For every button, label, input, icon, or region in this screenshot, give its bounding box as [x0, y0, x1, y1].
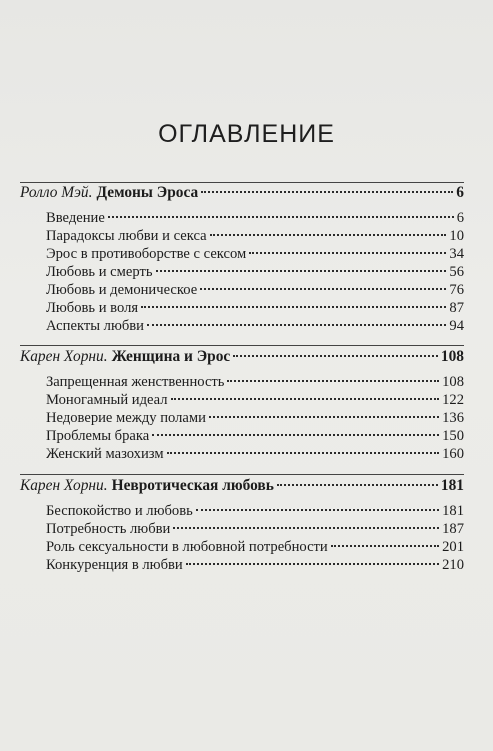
toc-entry-page: 10	[449, 228, 464, 244]
toc-entry-page: 210	[442, 557, 464, 573]
section-divider	[20, 474, 464, 475]
toc-entry-page: 87	[449, 300, 464, 316]
dot-leader	[331, 545, 439, 547]
toc-entry-page: 56	[449, 264, 464, 280]
toc-entry	[46, 245, 464, 263]
toc-entry	[46, 373, 464, 391]
toc-entry-label: Любовь и воля	[46, 300, 139, 316]
dot-leader	[196, 509, 439, 511]
toc-entry	[46, 263, 464, 281]
dot-leader	[249, 252, 446, 254]
dot-leader	[201, 191, 453, 193]
toc-entry-page: 160	[442, 446, 464, 462]
toc-entry-label: Аспекты любви	[46, 318, 144, 334]
toc-entry-label: Роль сексуальности в любовной потребности	[46, 539, 328, 555]
toc-entry	[46, 502, 464, 520]
dot-leader	[152, 434, 439, 436]
dot-leader	[156, 270, 447, 272]
dot-leader	[277, 484, 438, 486]
toc-entry-label: Эрос в противоборстве с сексом	[46, 246, 247, 262]
toc-entry-label: Моногамный идеал	[46, 392, 168, 408]
section-author: Ролло Мэй.	[20, 184, 93, 201]
toc-entry-page: 76	[449, 282, 464, 298]
toc-entry	[46, 299, 464, 317]
toc-entry-page: 136	[442, 410, 464, 426]
dot-leader	[171, 398, 440, 400]
section-page-number: 181	[440, 477, 464, 494]
toc-entry	[46, 538, 464, 556]
section-page-number: 6	[456, 184, 464, 201]
section-page-number: 108	[440, 348, 464, 365]
toc-entry	[46, 227, 464, 245]
toc-entry-page: 6	[456, 210, 464, 226]
section-divider	[20, 345, 464, 346]
toc-entry-page: 201	[442, 539, 464, 555]
section-author: Карен Хорни.	[20, 348, 108, 365]
toc-entry-label: Любовь и смерть	[46, 264, 153, 280]
toc-entry-page: 122	[442, 392, 464, 408]
section-book-title: Демоны Эроса	[96, 184, 199, 201]
section-divider	[20, 182, 464, 183]
section-book-title: Невротическая любовь	[111, 477, 274, 494]
toc-entry-page: 94	[449, 318, 464, 334]
toc-entry-label: Проблемы брака	[46, 428, 150, 444]
page-title: ОГЛАВЛЕНИЕ	[158, 120, 335, 148]
toc-entry-label: Парадоксы любви и секса	[46, 228, 207, 244]
toc-entry-label: Беспокойство и любовь	[46, 503, 193, 519]
dot-leader	[173, 527, 439, 529]
toc-entry	[46, 445, 464, 463]
toc-entry-label: Женский мазохизм	[46, 446, 164, 462]
toc-entry	[46, 391, 464, 409]
dot-leader	[167, 452, 440, 454]
toc-entry	[46, 556, 464, 574]
dot-leader	[147, 324, 446, 326]
toc-entry	[46, 427, 464, 445]
dot-leader	[186, 563, 439, 565]
dot-leader	[209, 416, 439, 418]
toc-entry-label: Введение	[46, 210, 105, 226]
section-book-title: Женщина и Эрос	[111, 348, 231, 365]
toc-entry	[46, 409, 464, 427]
dot-leader	[108, 216, 454, 218]
dot-leader	[200, 288, 446, 290]
toc-entry-label: Любовь и демоническое	[46, 282, 198, 298]
section-heading	[20, 184, 464, 202]
toc-entry-page: 108	[442, 374, 464, 390]
toc-entry-label: Конкуренция в любви	[46, 557, 183, 573]
toc-entry-page: 181	[442, 503, 464, 519]
toc-entry	[46, 281, 464, 299]
dot-leader	[233, 355, 438, 357]
toc-entry	[46, 520, 464, 538]
section-author: Карен Хорни.	[20, 477, 108, 494]
section-heading	[20, 348, 464, 366]
toc-entry-page: 150	[442, 428, 464, 444]
toc-entry-label: Запрещенная женственность	[46, 374, 225, 390]
toc-entry-label: Недоверие между полами	[46, 410, 206, 426]
toc-entry-page: 34	[449, 246, 464, 262]
section-heading	[20, 477, 464, 495]
toc-entry-page: 187	[442, 521, 464, 537]
dot-leader	[210, 234, 447, 236]
toc-entry	[46, 209, 464, 227]
toc-entry-label: Потребность любви	[46, 521, 171, 537]
toc-entry	[46, 317, 464, 335]
dot-leader	[141, 306, 446, 308]
dot-leader	[227, 380, 439, 382]
